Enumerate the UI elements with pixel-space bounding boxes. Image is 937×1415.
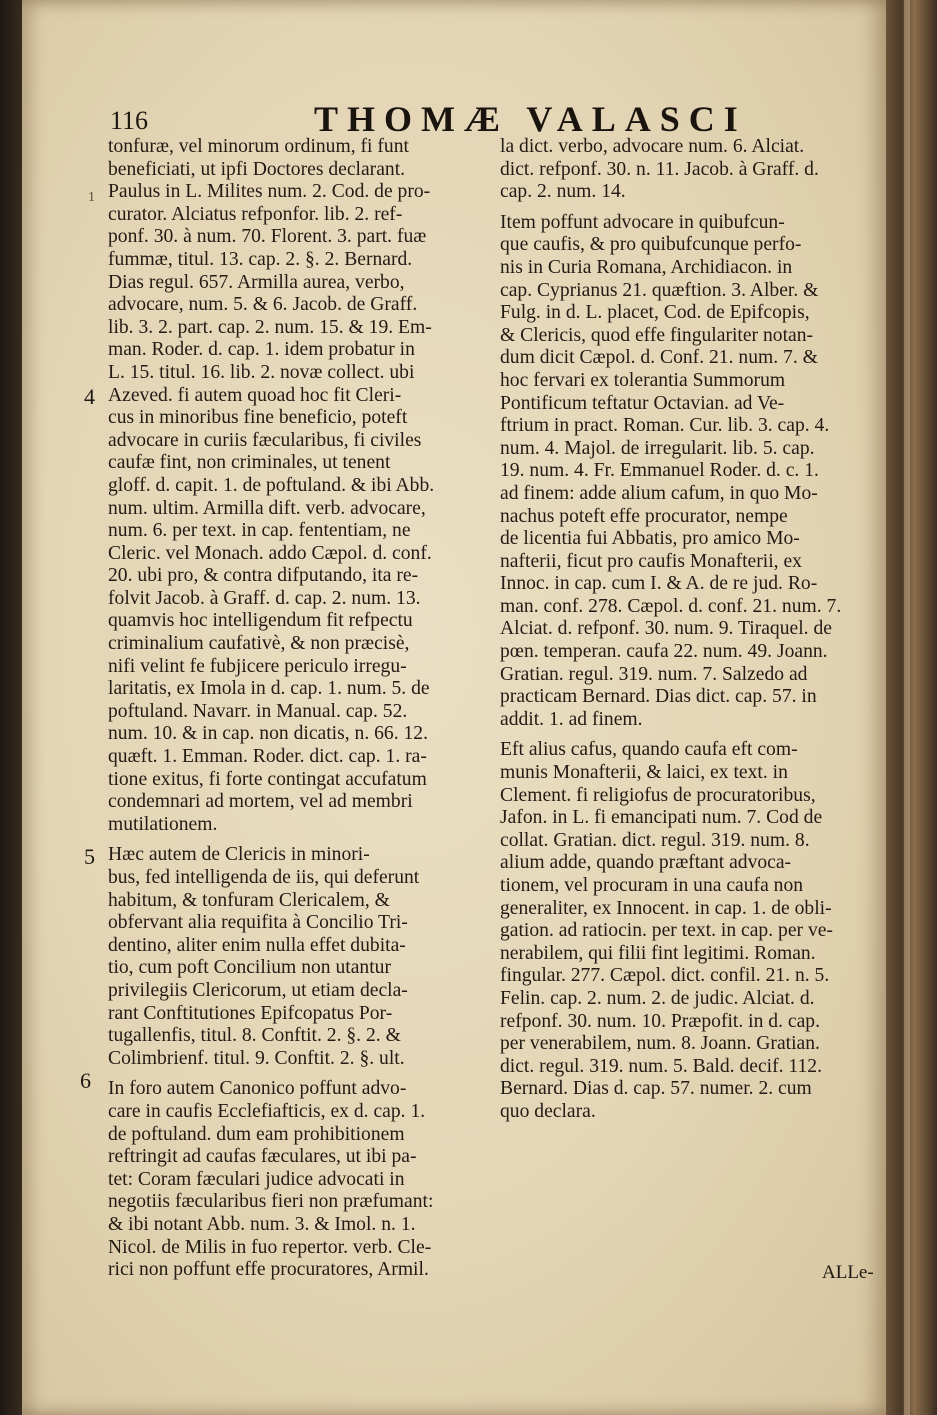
text-line: dum dicit Cæpol. d. Conf. 21. num. 7. & bbox=[500, 347, 818, 369]
book-page bbox=[22, 0, 888, 1415]
text-line: Eft alius cafus, quando caufa eft com- bbox=[500, 739, 798, 761]
text-line: rant Conftitutiones Epifcopatus Por- bbox=[108, 1002, 393, 1024]
text-line: In foro autem Canonico poffunt advo- bbox=[108, 1078, 407, 1100]
text-line: curator. Alciatus refponfor. lib. 2. ref- bbox=[108, 203, 403, 225]
text-line: Clement. fi religiofus de procuratoribus, bbox=[500, 784, 816, 806]
text-line: num. ultim. Armilla dift. verb. advocare, bbox=[108, 497, 426, 519]
text-line: fingular. 277. Cæpol. dict. confil. 21. n. 5. bbox=[500, 965, 830, 987]
text-line: Dias regul. 657. Armilla aurea, verbo, bbox=[108, 271, 405, 293]
text-line: Felin. cap. 2. num. 2. de judic. Alciat. d. bbox=[500, 987, 815, 1009]
text-line: pœn. temperan. caufa 22. num. 49. Joann. bbox=[500, 641, 828, 663]
text-line: criminalium caufativè, & non præcisè, bbox=[108, 633, 410, 655]
text-line: caufæ fint, non criminales, ut tenent bbox=[108, 452, 391, 474]
text-line: Colimbrienf. titul. 9. Conftit. 2. §. ult. bbox=[108, 1047, 405, 1069]
text-line: Azeved. fi autem quoad hoc fit Cleri- bbox=[108, 384, 402, 406]
text-line: advocare, num. 5. & 6. Jacob. de Graff. bbox=[108, 294, 418, 316]
text-line: Alciat. d. refponf. 30. num. 9. Tiraquel. de bbox=[500, 618, 832, 640]
text-line: nifi velint fe fubjicere periculo irregu- bbox=[108, 655, 407, 677]
text-line: Paulus in L. Milites num. 2. Cod. de pro- bbox=[108, 181, 431, 203]
text-line: de poftuland. dum eam prohibitionem bbox=[108, 1123, 405, 1145]
text-line: de licentia fui Abbatis, pro amico Mo- bbox=[500, 528, 800, 550]
text-line: Gratian. regul. 319. num. 7. Salzedo ad bbox=[500, 663, 808, 685]
margin-number-4: 4 bbox=[84, 384, 95, 409]
text-line: gation. ad ratiocin. per text. in cap. per ve- bbox=[500, 920, 833, 942]
margin-number-5: 5 bbox=[84, 844, 95, 869]
text-line: tet: Coram fæculari judice advocati in bbox=[108, 1168, 405, 1190]
margin-number-1: 1 bbox=[88, 190, 95, 205]
text-line: tio, cum poft Concilium non utantur bbox=[108, 957, 391, 979]
text-line: Jafon. in L. fi emancipati num. 7. Cod de bbox=[500, 807, 823, 829]
text-line: habitum, & tonfuram Clericalem, & bbox=[108, 889, 390, 911]
text-line: Pontificum teftatur Octavian. ad Ve- bbox=[500, 392, 785, 414]
text-line: lib. 3. 2. part. cap. 2. num. 15. & 19. Em- bbox=[108, 316, 432, 338]
text-line: folvit Jacob. à Graff. d. cap. 2. num. 13. bbox=[108, 587, 421, 609]
text-line: nis in Curia Romana, Archidiacon. in bbox=[500, 256, 793, 278]
paragraph-gap bbox=[108, 836, 502, 844]
text-line: nerabilem, qui filii fint legitimi. Roman. bbox=[500, 942, 816, 964]
scan-edge-left bbox=[0, 0, 24, 1415]
text-line: hoc fervari ex tolerantia Summorum bbox=[500, 369, 786, 391]
text-line: 19. num. 4. Fr. Emmanuel Roder. d. c. 1. bbox=[500, 460, 819, 482]
text-line: dentino, aliter enim nulla effet dubita- bbox=[108, 934, 406, 956]
text-line: cap. Cyprianus 21. quæftion. 3. Alber. & bbox=[500, 279, 819, 301]
text-line: dict. regul. 319. num. 5. Bald. decif. 112. bbox=[500, 1055, 822, 1077]
text-line: cus in minoribus fine beneficio, poteft bbox=[108, 407, 408, 429]
text-line: privilegiis Clericorum, ut etiam decla- bbox=[108, 979, 408, 1001]
text-line: man. conf. 278. Cæpol. d. conf. 21. num. 7. bbox=[500, 595, 842, 617]
text-line: addit. 1. ad finem. bbox=[500, 708, 643, 730]
text-line: gloff. d. capit. 1. de poftuland. & ibi Abb. bbox=[108, 474, 435, 496]
text-line: L. 15. titul. 16. lib. 2. novæ collect. ubi bbox=[108, 361, 415, 383]
text-line: generaliter, ex Innocent. in cap. 1. de obli- bbox=[500, 897, 832, 919]
text-line: que caufis, & pro quibufcunque perfo- bbox=[500, 234, 802, 256]
text-line: num. 4. Majol. de irregularit. lib. 5. cap. bbox=[500, 437, 815, 459]
text-line: rici non poffunt effe procuratores, Armil. bbox=[108, 1259, 429, 1281]
text-line: Bernard. Dias d. cap. 57. numer. 2. cum bbox=[500, 1078, 812, 1100]
text-line: Innoc. in cap. cum I. & A. de re jud. Ro- bbox=[500, 573, 818, 595]
text-line: quamvis hoc intelligendum fit refpectu bbox=[108, 610, 413, 632]
page-edge-right bbox=[886, 0, 937, 1415]
text-line: Fulg. in d. L. placet, Cod. de Epifcopis, bbox=[500, 302, 810, 324]
text-line: care in caufis Ecclefiafticis, ex d. cap. 1. bbox=[108, 1100, 426, 1122]
text-line: quo declara. bbox=[500, 1100, 596, 1122]
paragraph-gap bbox=[500, 204, 894, 212]
page-number: 116 bbox=[110, 106, 149, 135]
text-line: tionem, vel procuram in una caufa non bbox=[500, 875, 804, 896]
left-text-column bbox=[108, 136, 502, 1282]
running-head: THOMÆ VALASCI bbox=[314, 99, 747, 139]
text-line: bus, fed intelligenda de iis, qui deferunt bbox=[108, 867, 420, 888]
text-line: obfervant alia requifita à Concilio Tri- bbox=[108, 912, 408, 934]
catchword: ALLe- bbox=[822, 1262, 874, 1283]
text-line: ftrium in pract. Roman. Cur. lib. 3. cap. 4. bbox=[500, 415, 830, 437]
paragraph-gap bbox=[500, 731, 894, 739]
text-line: condemnari ad mortem, vel ad membri bbox=[108, 791, 413, 813]
text-line: fummæ, titul. 13. cap. 2. §. 2. Bernard. bbox=[108, 248, 413, 270]
text-line: Nicol. de Milis in fuo repertor. verb. Cle- bbox=[108, 1236, 432, 1258]
text-line: tione exitus, fi forte contingat accufatum bbox=[108, 768, 427, 790]
text-line: Hæc autem de Clericis in minori- bbox=[108, 844, 370, 866]
text-line: practicam Bernard. Dias dict. cap. 57. in bbox=[500, 686, 817, 708]
text-line: beneficiati, ut ipfi Doctores declarant. bbox=[108, 158, 406, 180]
text-line: Cleric. vel Monach. addo Cæpol. d. conf. bbox=[108, 542, 432, 564]
text-line: munis Monafterii, & laici, ex text. in bbox=[500, 762, 788, 784]
text-line: 20. ubi pro, & contra difputando, ita re- bbox=[108, 565, 419, 587]
text-line: ponf. 30. à num. 70. Florent. 3. part. fuæ bbox=[108, 226, 427, 248]
text-line: dict. refponf. 30. n. 11. Jacob. à Graff. d. bbox=[500, 158, 819, 180]
text-line: collat. Gratian. dict. regul. 319. num. 8. bbox=[500, 829, 810, 851]
text-line: alium adde, quando præftant advoca- bbox=[500, 852, 792, 874]
text-line: Item poffunt advocare in quibufcun- bbox=[500, 211, 785, 233]
text-line: mutilationem. bbox=[108, 813, 218, 835]
text-line: la dict. verbo, advocare num. 6. Alciat. bbox=[500, 136, 805, 157]
text-line: & Clericis, quod effe fingulariter notan- bbox=[500, 324, 814, 346]
text-line: advocare in curiis fæcularibus, fi civiles bbox=[108, 429, 422, 451]
text-line: poftuland. Navarr. in Manual. cap. 52. bbox=[108, 700, 408, 722]
text-line: negotiis fæcularibus fieri non præfumant: bbox=[108, 1191, 434, 1213]
page-edge-strip bbox=[904, 0, 910, 1415]
text-line: nafterii, ficut pro caufis Monafterii, ex bbox=[500, 550, 802, 572]
text-line: laritatis, ex Imola in d. cap. 1. num. 5. de bbox=[108, 678, 430, 700]
text-line: nachus poteft effe procurator, nempe bbox=[500, 505, 788, 527]
text-line: tugallenfis, titul. 8. Conftit. 2. §. 2. & bbox=[108, 1025, 401, 1047]
text-line: num. 10. & in cap. non dicatis, n. 66. 12. bbox=[108, 723, 428, 745]
text-line: quæft. 1. Emman. Roder. dict. cap. 1. ra- bbox=[108, 746, 427, 768]
text-line: tonfuræ, vel minorum ordinum, fi funt bbox=[108, 136, 409, 157]
text-line: man. Roder. d. cap. 1. idem probatur in bbox=[108, 339, 415, 361]
text-line: cap. 2. num. 14. bbox=[500, 181, 626, 203]
text-line: reftringit ad caufas fæculares, ut ibi pa- bbox=[108, 1146, 417, 1168]
paragraph-gap bbox=[108, 1070, 502, 1078]
text-line: refponf. 30. num. 10. Præpofit. in d. cap. bbox=[500, 1010, 820, 1032]
margin-number-6: 6 bbox=[80, 1068, 91, 1093]
text-line: ad finem: adde alium cafum, in quo Mo- bbox=[500, 482, 818, 504]
text-line: & ibi notant Abb. num. 3. & Imol. n. 1. bbox=[108, 1213, 416, 1235]
right-text-column bbox=[500, 136, 894, 1124]
page-header bbox=[22, 98, 888, 138]
text-line: num. 6. per text. in cap. fententiam, ne bbox=[108, 520, 411, 542]
text-line: per venerabilem, num. 8. Joann. Gratian. bbox=[500, 1033, 820, 1055]
